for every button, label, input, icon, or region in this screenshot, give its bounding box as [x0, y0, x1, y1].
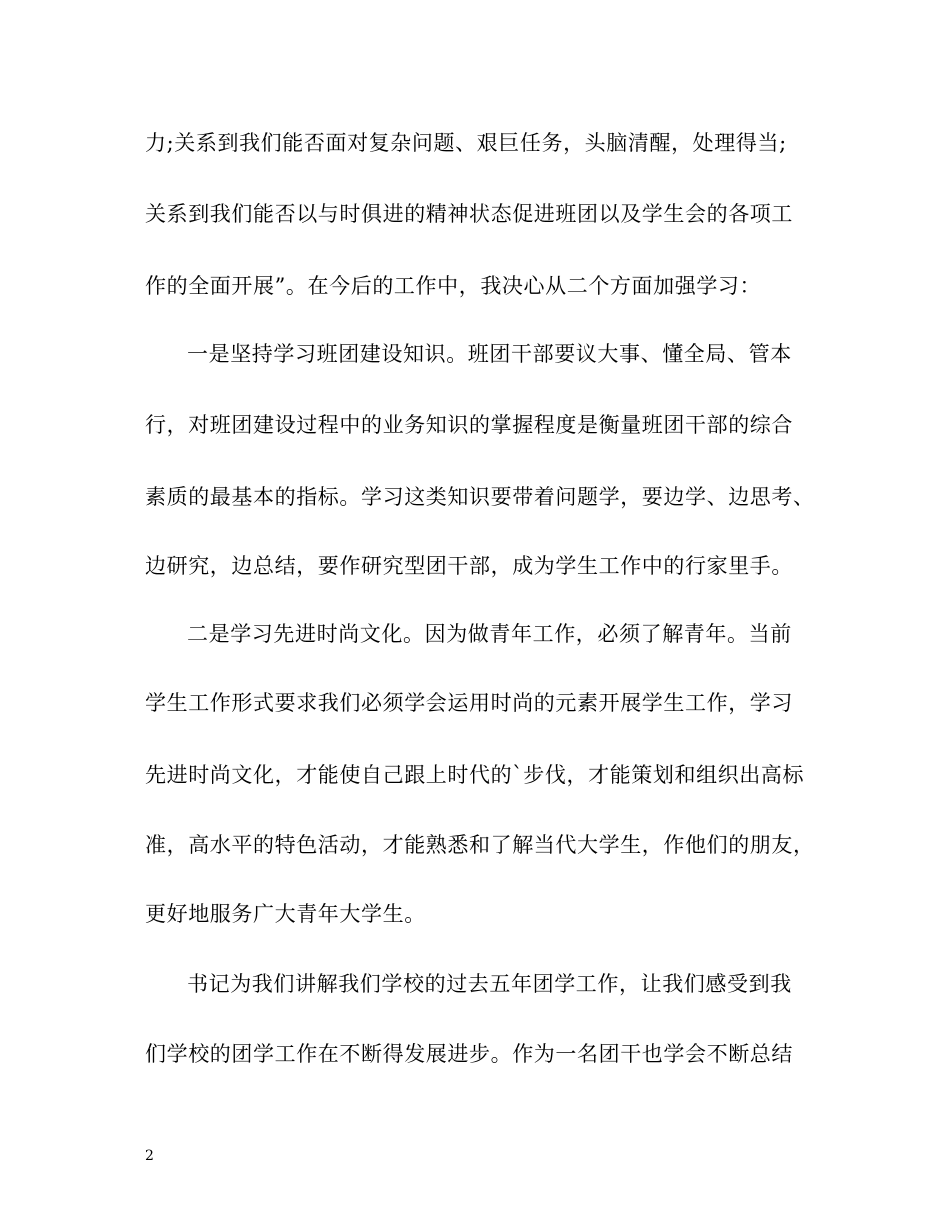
text-line-2: 关系到我们能否以与时俱进的精神状态促进班团以及学生会的各项工	[145, 202, 793, 226]
text-line-12: 更好地服务广大青年大学生。	[145, 902, 426, 926]
text-line-10: 先进时尚文化，才能使自己跟上时代的`步伐，才能策划和组织出高标	[145, 763, 805, 787]
text-line-9: 学生工作形式要求我们必须学会运用时尚的元素开展学生工作，学习	[145, 691, 793, 715]
text-line-7: 边研究，边总结，要作研究型团干部，成为学生工作中的行家里手。	[145, 554, 793, 578]
page-number: 2	[145, 1148, 154, 1164]
text-line-1: 力;关系到我们能否面对复杂问题、艰巨任务，头脑清醒，处理得当;	[145, 131, 787, 155]
paragraph-2-line-1: 二是学习先进时尚文化。因为做青年工作，必须了解青年。当前	[187, 622, 792, 646]
text-line-6: 素质的最基本的指标。学习这类知识要带着问题学，要边学、边思考、	[145, 485, 815, 509]
paragraph-3-line-1: 书记为我们讲解我们学校的过去五年团学工作，让我们感受到我	[187, 972, 792, 996]
text-line-5: 行，对班团建设过程中的业务知识的掌握程度是衡量班团干部的综合	[145, 413, 793, 437]
text-line-3: 作的全面开展”。在今后的工作中，我决心从二个方面加强学习：	[145, 274, 762, 298]
text-line-11: 准，高水平的特色活动，才能熟悉和了解当代大学生，作他们的朋友，	[145, 833, 815, 857]
paragraph-1-line-1: 一是坚持学习班团建设知识。班团干部要议大事、懂全局、管本	[187, 342, 792, 366]
text-line-14: 们学校的团学工作在不断得发展进步。作为一名团干也学会不断总结	[145, 1042, 793, 1066]
